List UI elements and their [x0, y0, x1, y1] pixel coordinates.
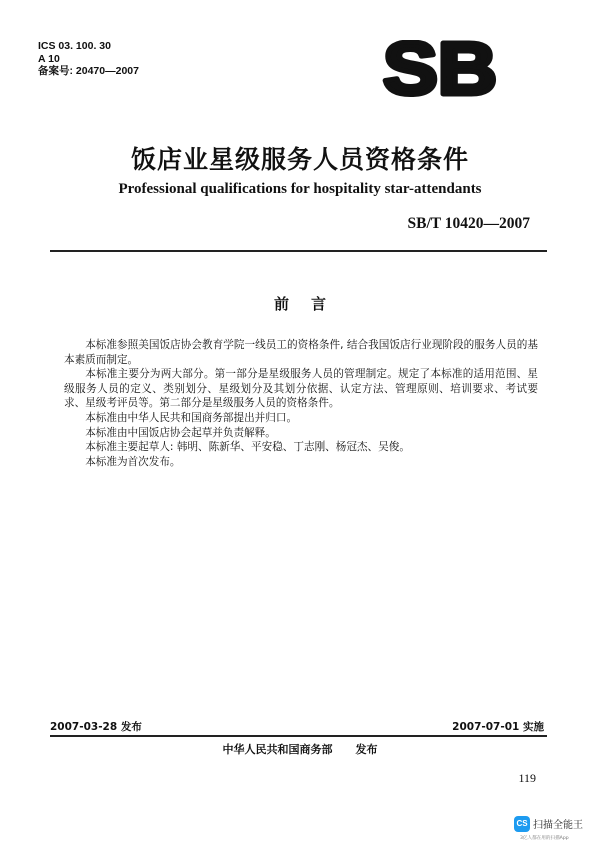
standard-code: SB/T 10420—2007 — [407, 215, 530, 232]
record-number: 备案号: 20470—2007 — [38, 65, 139, 77]
preface-paragraph: 本标准主要起草人: 韩明、陈新华、平安稳、丁志刚、杨冠杰、吴俊。 — [85, 441, 410, 454]
class-code: A 10 — [38, 52, 60, 65]
scanner-app-name: 扫描全能王 — [533, 820, 583, 831]
preface-paragraph: 本标准参照美国饭店协会教育学院一线员工的资格条件, 结合我国饭店行业现阶段的服务人员的基本素质而制定。 — [64, 339, 538, 366]
issuing-authority: 中华人民共和国商务部 发布 — [222, 743, 378, 756]
scanner-watermark — [514, 814, 598, 844]
page-number: 119 — [518, 771, 536, 785]
preface-paragraph: 本标准由中华人民共和国商务部提出并归口。 — [85, 411, 298, 424]
title-chinese: 饭店业星级服务人员资格条件 — [130, 145, 469, 174]
footer-divider — [50, 735, 547, 737]
ics-code: ICS 03. 100. 30 — [38, 40, 111, 52]
preface-paragraph: 本标准主要分为两大部分。第一部分是星级服务人员的管理制定。规定了本标准的适用范围、星级服务人员的定义、类别划分、星级划分及其划分依据、认定方法、管理原则、培训要求、考试要求、星级考评员等。第二部分是星级服务人员的资格条件。 — [64, 368, 538, 410]
implementation-date: 2007-07-01 实施 — [452, 721, 544, 733]
header-divider — [50, 250, 547, 252]
sb-logo-text: SB — [383, 40, 497, 98]
document-metadata — [38, 40, 139, 78]
preface-paragraph: 本标准为首次发布。 — [85, 455, 181, 468]
scanner-tagline: 3亿人都在用的扫描App — [520, 836, 569, 841]
preface-body — [64, 338, 538, 469]
preface-paragraph: 本标准由中国饭店协会起草并负责解释。 — [85, 426, 276, 439]
issue-date: 2007-03-28 发布 — [50, 721, 142, 733]
title-english: Professional qualifications for hospitality star-attendants — [118, 181, 482, 197]
preface-heading: 前言 — [273, 295, 348, 313]
camscanner-icon: CS — [514, 816, 530, 832]
sb-logo — [382, 40, 498, 98]
